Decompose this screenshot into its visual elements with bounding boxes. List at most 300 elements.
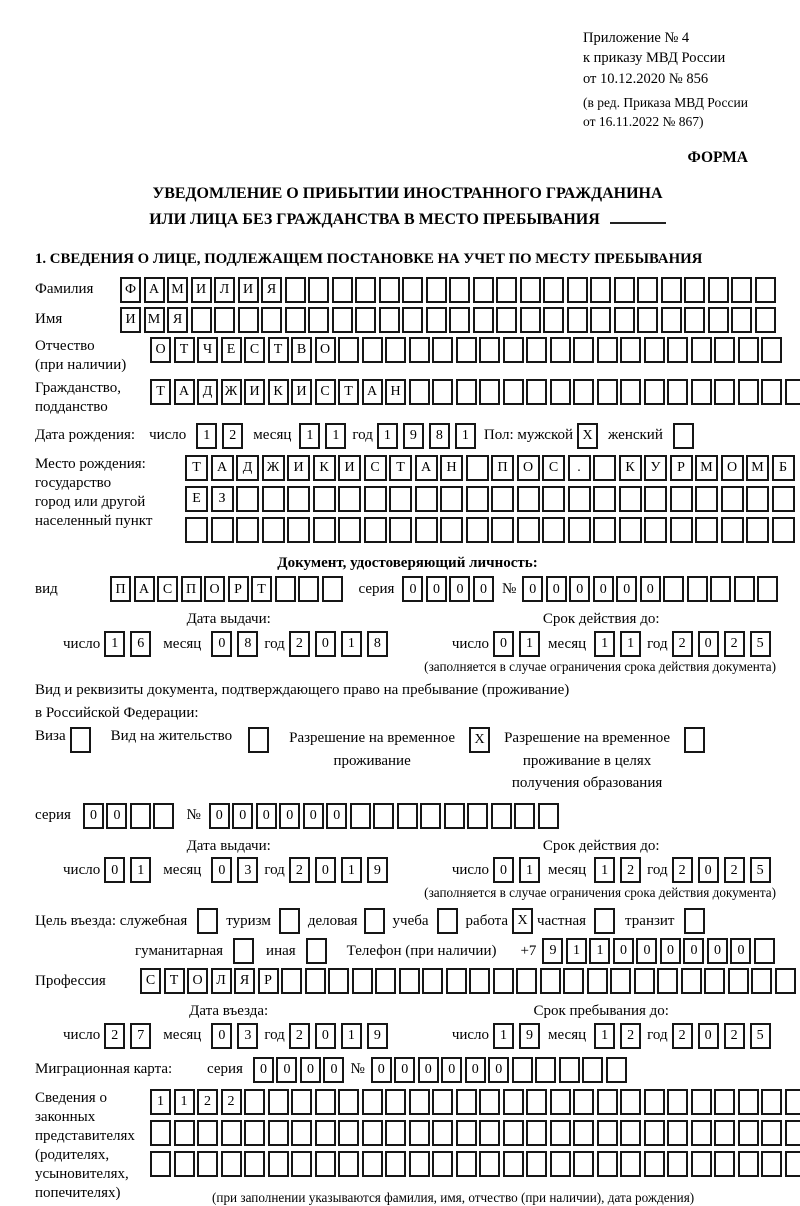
form-cell[interactable]: З (211, 486, 234, 512)
form-cell[interactable]: Я (167, 307, 188, 333)
form-cell[interactable]: 0 (279, 803, 300, 829)
form-cell[interactable]: 1 (299, 423, 320, 449)
form-cell[interactable] (550, 1089, 571, 1115)
form-cell[interactable] (479, 379, 500, 405)
form-cell[interactable] (399, 968, 420, 994)
form-cell[interactable] (409, 1089, 430, 1115)
form-cell[interactable] (415, 517, 438, 543)
form-cell[interactable] (516, 968, 537, 994)
form-cell[interactable]: А (144, 277, 165, 303)
form-cell[interactable]: 0 (326, 803, 347, 829)
form-cell[interactable]: И (287, 455, 310, 481)
form-cell[interactable]: 0 (104, 857, 125, 883)
form-cell[interactable]: 1 (519, 631, 540, 657)
form-cell[interactable]: Р (258, 968, 279, 994)
form-cell[interactable] (466, 486, 489, 512)
form-cell[interactable] (620, 1089, 641, 1115)
form-cell[interactable]: Т (389, 455, 412, 481)
form-cell[interactable]: 5 (750, 857, 771, 883)
form-cell[interactable]: 2 (289, 1023, 310, 1049)
form-cell[interactable]: 2 (104, 1023, 125, 1049)
form-cell[interactable] (514, 803, 535, 829)
form-cell[interactable] (426, 307, 447, 333)
form-cell[interactable] (593, 455, 616, 481)
form-cell[interactable] (568, 517, 591, 543)
form-cell[interactable]: 0 (449, 576, 470, 602)
form-cell[interactable]: Ж (221, 379, 242, 405)
form-cell[interactable]: Т (338, 379, 359, 405)
form-cell[interactable] (268, 1120, 289, 1146)
form-cell[interactable] (440, 517, 463, 543)
form-cell[interactable] (772, 517, 795, 543)
form-cell[interactable]: 9 (542, 938, 563, 964)
form-cell[interactable] (409, 337, 430, 363)
form-cell[interactable]: 0 (707, 938, 728, 964)
form-cell[interactable] (746, 517, 769, 543)
form-cell[interactable] (526, 1089, 547, 1115)
form-cell[interactable] (338, 517, 361, 543)
form-cell[interactable]: 0 (83, 803, 104, 829)
form-cell[interactable] (420, 803, 441, 829)
form-cell[interactable] (704, 968, 725, 994)
form-cell[interactable]: 1 (325, 423, 346, 449)
form-cell[interactable]: О (150, 337, 171, 363)
form-cell[interactable] (644, 1089, 665, 1115)
form-cell[interactable] (473, 277, 494, 303)
form-cell[interactable]: . (568, 455, 591, 481)
form-cell[interactable]: К (268, 379, 289, 405)
form-cell[interactable]: 0 (593, 576, 614, 602)
form-cell[interactable] (687, 576, 708, 602)
form-cell[interactable] (550, 1120, 571, 1146)
form-cell[interactable]: 0 (730, 938, 751, 964)
form-cell[interactable] (708, 277, 729, 303)
form-cell[interactable] (751, 968, 772, 994)
form-cell[interactable] (691, 1151, 712, 1177)
form-cell[interactable] (520, 307, 541, 333)
form-cell[interactable]: М (695, 455, 718, 481)
form-cell[interactable]: 0 (106, 803, 127, 829)
form-cell[interactable]: М (144, 307, 165, 333)
form-cell[interactable] (449, 307, 470, 333)
form-cell[interactable] (214, 307, 235, 333)
form-cell[interactable]: С (315, 379, 336, 405)
form-cell[interactable] (236, 517, 259, 543)
form-cell[interactable] (315, 1151, 336, 1177)
form-cell[interactable] (415, 486, 438, 512)
form-cell[interactable] (456, 1089, 477, 1115)
form-cell[interactable]: 9 (367, 857, 388, 883)
form-cell[interactable] (614, 277, 635, 303)
form-cell[interactable] (512, 1057, 533, 1083)
form-cell[interactable] (456, 337, 477, 363)
form-cell[interactable]: 0 (418, 1057, 439, 1083)
form-cell[interactable]: X (469, 727, 490, 753)
form-cell[interactable] (573, 1089, 594, 1115)
form-cell[interactable] (262, 517, 285, 543)
form-cell[interactable] (479, 1120, 500, 1146)
form-cell[interactable] (746, 486, 769, 512)
form-cell[interactable]: 0 (300, 1057, 321, 1083)
form-cell[interactable] (244, 1120, 265, 1146)
form-cell[interactable] (691, 1089, 712, 1115)
form-cell[interactable]: 2 (724, 1023, 745, 1049)
form-cell[interactable] (496, 277, 517, 303)
form-cell[interactable] (422, 968, 443, 994)
form-cell[interactable]: 0 (323, 1057, 344, 1083)
form-cell[interactable]: Ж (262, 455, 285, 481)
form-cell[interactable] (573, 379, 594, 405)
form-cell[interactable]: 1 (594, 1023, 615, 1049)
form-cell[interactable]: 0 (209, 803, 230, 829)
form-cell[interactable]: И (291, 379, 312, 405)
form-cell[interactable] (526, 1151, 547, 1177)
form-cell[interactable] (657, 968, 678, 994)
form-cell[interactable]: А (362, 379, 383, 405)
form-cell[interactable] (432, 337, 453, 363)
form-cell[interactable]: О (721, 455, 744, 481)
form-cell[interactable] (375, 968, 396, 994)
form-cell[interactable] (587, 968, 608, 994)
form-cell[interactable] (338, 337, 359, 363)
form-cell[interactable] (775, 968, 796, 994)
form-cell[interactable] (503, 337, 524, 363)
form-cell[interactable] (761, 379, 782, 405)
form-cell[interactable]: К (619, 455, 642, 481)
form-cell[interactable] (667, 337, 688, 363)
form-cell[interactable] (597, 337, 618, 363)
form-cell[interactable] (197, 908, 218, 934)
form-cell[interactable]: 9 (367, 1023, 388, 1049)
form-cell[interactable]: 0 (303, 803, 324, 829)
form-cell[interactable]: 7 (130, 1023, 151, 1049)
form-cell[interactable] (244, 1089, 265, 1115)
form-cell[interactable] (409, 1151, 430, 1177)
form-cell[interactable] (550, 1151, 571, 1177)
form-cell[interactable] (543, 307, 564, 333)
form-cell[interactable] (597, 1089, 618, 1115)
form-cell[interactable]: Д (236, 455, 259, 481)
form-cell[interactable] (467, 803, 488, 829)
form-cell[interactable] (573, 1120, 594, 1146)
form-cell[interactable] (332, 277, 353, 303)
form-cell[interactable] (268, 1089, 289, 1115)
form-cell[interactable]: С (140, 968, 161, 994)
form-cell[interactable] (573, 1151, 594, 1177)
form-cell[interactable] (362, 1089, 383, 1115)
form-cell[interactable]: 0 (371, 1057, 392, 1083)
form-cell[interactable] (644, 337, 665, 363)
form-cell[interactable] (684, 908, 705, 934)
form-cell[interactable] (479, 1089, 500, 1115)
form-cell[interactable]: 1 (341, 631, 362, 657)
form-cell[interactable] (695, 517, 718, 543)
form-cell[interactable]: 0 (211, 857, 232, 883)
form-cell[interactable]: 0 (616, 576, 637, 602)
form-cell[interactable] (721, 517, 744, 543)
form-cell[interactable] (673, 423, 694, 449)
form-cell[interactable]: 2 (620, 1023, 641, 1049)
form-cell[interactable] (538, 803, 559, 829)
form-cell[interactable]: 2 (672, 1023, 693, 1049)
form-cell[interactable] (446, 968, 467, 994)
form-cell[interactable] (691, 379, 712, 405)
form-cell[interactable] (634, 968, 655, 994)
form-cell[interactable] (610, 968, 631, 994)
form-cell[interactable]: X (577, 423, 598, 449)
form-cell[interactable] (644, 1151, 665, 1177)
form-cell[interactable]: 0 (441, 1057, 462, 1083)
form-cell[interactable] (563, 968, 584, 994)
form-cell[interactable]: 0 (636, 938, 657, 964)
form-cell[interactable] (385, 337, 406, 363)
form-cell[interactable] (444, 803, 465, 829)
form-cell[interactable] (291, 1089, 312, 1115)
form-cell[interactable] (262, 486, 285, 512)
form-cell[interactable] (466, 455, 489, 481)
form-cell[interactable]: 0 (465, 1057, 486, 1083)
form-cell[interactable] (597, 379, 618, 405)
form-cell[interactable]: 2 (672, 631, 693, 657)
form-cell[interactable] (503, 1089, 524, 1115)
form-cell[interactable] (568, 486, 591, 512)
form-cell[interactable]: Я (234, 968, 255, 994)
form-cell[interactable]: 5 (750, 631, 771, 657)
form-cell[interactable]: 8 (237, 631, 258, 657)
form-cell[interactable]: 5 (750, 1023, 771, 1049)
form-cell[interactable]: 0 (698, 857, 719, 883)
form-cell[interactable] (385, 1120, 406, 1146)
form-cell[interactable]: 0 (640, 576, 661, 602)
form-cell[interactable] (379, 277, 400, 303)
form-cell[interactable]: 0 (232, 803, 253, 829)
form-cell[interactable]: Н (385, 379, 406, 405)
form-cell[interactable] (432, 1151, 453, 1177)
form-cell[interactable]: 1 (196, 423, 217, 449)
form-cell[interactable]: И (238, 277, 259, 303)
form-cell[interactable] (402, 307, 423, 333)
form-cell[interactable]: 0 (613, 938, 634, 964)
form-cell[interactable]: И (191, 277, 212, 303)
form-cell[interactable] (233, 938, 254, 964)
form-cell[interactable] (338, 486, 361, 512)
form-cell[interactable]: М (746, 455, 769, 481)
form-cell[interactable] (670, 486, 693, 512)
form-cell[interactable] (667, 379, 688, 405)
form-cell[interactable] (761, 1089, 782, 1115)
form-cell[interactable]: 1 (174, 1089, 195, 1115)
form-cell[interactable] (287, 486, 310, 512)
form-cell[interactable]: С (364, 455, 387, 481)
form-cell[interactable]: С (157, 576, 178, 602)
form-cell[interactable] (721, 486, 744, 512)
form-cell[interactable] (714, 1120, 735, 1146)
form-cell[interactable] (785, 1151, 800, 1177)
form-cell[interactable] (708, 307, 729, 333)
form-cell[interactable]: 2 (672, 857, 693, 883)
form-cell[interactable]: 1 (620, 631, 641, 657)
form-cell[interactable]: 0 (394, 1057, 415, 1083)
form-cell[interactable] (691, 337, 712, 363)
form-cell[interactable]: И (338, 455, 361, 481)
form-cell[interactable] (540, 968, 561, 994)
form-cell[interactable] (261, 307, 282, 333)
form-cell[interactable]: 3 (237, 1023, 258, 1049)
form-cell[interactable] (757, 576, 778, 602)
form-cell[interactable]: Р (228, 576, 249, 602)
form-cell[interactable] (670, 517, 693, 543)
form-cell[interactable]: 0 (211, 1023, 232, 1049)
form-cell[interactable] (385, 1089, 406, 1115)
form-cell[interactable] (479, 337, 500, 363)
form-cell[interactable] (573, 337, 594, 363)
form-cell[interactable]: 0 (315, 1023, 336, 1049)
form-cell[interactable] (315, 1089, 336, 1115)
form-cell[interactable]: Л (214, 277, 235, 303)
form-cell[interactable] (456, 1120, 477, 1146)
form-cell[interactable] (619, 517, 642, 543)
form-cell[interactable] (590, 277, 611, 303)
form-cell[interactable] (285, 277, 306, 303)
form-cell[interactable] (437, 908, 458, 934)
form-cell[interactable] (291, 1151, 312, 1177)
form-cell[interactable] (352, 968, 373, 994)
form-cell[interactable] (520, 277, 541, 303)
form-cell[interactable]: 0 (698, 631, 719, 657)
form-cell[interactable] (362, 337, 383, 363)
form-cell[interactable]: 0 (683, 938, 704, 964)
form-cell[interactable]: 9 (403, 423, 424, 449)
form-cell[interactable] (397, 803, 418, 829)
form-cell[interactable]: Б (772, 455, 795, 481)
form-cell[interactable]: 1 (493, 1023, 514, 1049)
form-cell[interactable] (493, 968, 514, 994)
form-cell[interactable] (526, 1120, 547, 1146)
form-cell[interactable]: Т (185, 455, 208, 481)
form-cell[interactable] (362, 1151, 383, 1177)
form-cell[interactable]: Е (221, 337, 242, 363)
form-cell[interactable] (550, 379, 571, 405)
form-cell[interactable] (389, 517, 412, 543)
form-cell[interactable]: Т (268, 337, 289, 363)
form-cell[interactable] (338, 1120, 359, 1146)
form-cell[interactable] (305, 968, 326, 994)
form-cell[interactable] (355, 307, 376, 333)
form-cell[interactable]: Я (261, 277, 282, 303)
form-cell[interactable] (362, 1120, 383, 1146)
form-cell[interactable]: 9 (519, 1023, 540, 1049)
form-cell[interactable] (754, 938, 775, 964)
form-cell[interactable] (755, 277, 776, 303)
form-cell[interactable]: Ф (120, 277, 141, 303)
form-cell[interactable] (130, 803, 151, 829)
form-cell[interactable]: 2 (620, 857, 641, 883)
form-cell[interactable] (402, 277, 423, 303)
form-cell[interactable] (785, 379, 800, 405)
form-cell[interactable] (432, 1120, 453, 1146)
form-cell[interactable]: 0 (522, 576, 543, 602)
form-cell[interactable]: О (315, 337, 336, 363)
form-cell[interactable] (221, 1120, 242, 1146)
form-cell[interactable] (409, 379, 430, 405)
form-cell[interactable]: 0 (315, 857, 336, 883)
form-cell[interactable] (785, 1089, 800, 1115)
form-cell[interactable] (364, 517, 387, 543)
form-cell[interactable] (684, 727, 705, 753)
form-cell[interactable] (731, 307, 752, 333)
form-cell[interactable]: 0 (402, 576, 423, 602)
form-cell[interactable]: 0 (488, 1057, 509, 1083)
form-cell[interactable]: 1 (589, 938, 610, 964)
form-cell[interactable] (221, 1151, 242, 1177)
form-cell[interactable] (313, 517, 336, 543)
form-cell[interactable] (191, 307, 212, 333)
form-cell[interactable] (526, 379, 547, 405)
form-cell[interactable] (174, 1151, 195, 1177)
form-cell[interactable]: Т (174, 337, 195, 363)
form-cell[interactable]: 1 (377, 423, 398, 449)
form-cell[interactable] (379, 307, 400, 333)
form-cell[interactable]: 1 (594, 857, 615, 883)
form-cell[interactable] (150, 1120, 171, 1146)
form-cell[interactable]: А (211, 455, 234, 481)
form-cell[interactable]: Ч (197, 337, 218, 363)
form-cell[interactable]: П (110, 576, 131, 602)
form-cell[interactable]: 0 (426, 576, 447, 602)
form-cell[interactable] (542, 486, 565, 512)
form-cell[interactable]: 0 (253, 1057, 274, 1083)
form-cell[interactable] (517, 486, 540, 512)
form-cell[interactable] (426, 277, 447, 303)
form-cell[interactable] (503, 1151, 524, 1177)
form-cell[interactable] (328, 968, 349, 994)
form-cell[interactable] (714, 1151, 735, 1177)
form-cell[interactable] (315, 1120, 336, 1146)
form-cell[interactable]: К (313, 455, 336, 481)
form-cell[interactable]: 0 (473, 576, 494, 602)
form-cell[interactable] (620, 1151, 641, 1177)
form-cell[interactable]: 0 (276, 1057, 297, 1083)
form-cell[interactable] (526, 337, 547, 363)
form-cell[interactable] (714, 1089, 735, 1115)
form-cell[interactable]: 2 (197, 1089, 218, 1115)
form-cell[interactable] (691, 1120, 712, 1146)
form-cell[interactable] (590, 307, 611, 333)
form-cell[interactable] (710, 576, 731, 602)
form-cell[interactable] (517, 517, 540, 543)
form-cell[interactable]: В (291, 337, 312, 363)
form-cell[interactable]: 6 (130, 631, 151, 657)
form-cell[interactable] (567, 307, 588, 333)
form-cell[interactable] (281, 968, 302, 994)
form-cell[interactable] (663, 576, 684, 602)
form-cell[interactable]: С (542, 455, 565, 481)
form-cell[interactable] (661, 277, 682, 303)
form-cell[interactable] (684, 307, 705, 333)
form-cell[interactable] (738, 379, 759, 405)
form-cell[interactable] (761, 1151, 782, 1177)
form-cell[interactable] (550, 337, 571, 363)
form-cell[interactable] (606, 1057, 627, 1083)
form-cell[interactable] (150, 1151, 171, 1177)
form-cell[interactable] (70, 727, 91, 753)
form-cell[interactable] (373, 803, 394, 829)
form-cell[interactable]: У (644, 455, 667, 481)
form-cell[interactable] (456, 379, 477, 405)
form-cell[interactable]: О (187, 968, 208, 994)
form-cell[interactable] (153, 803, 174, 829)
form-cell[interactable]: 2 (221, 1089, 242, 1115)
